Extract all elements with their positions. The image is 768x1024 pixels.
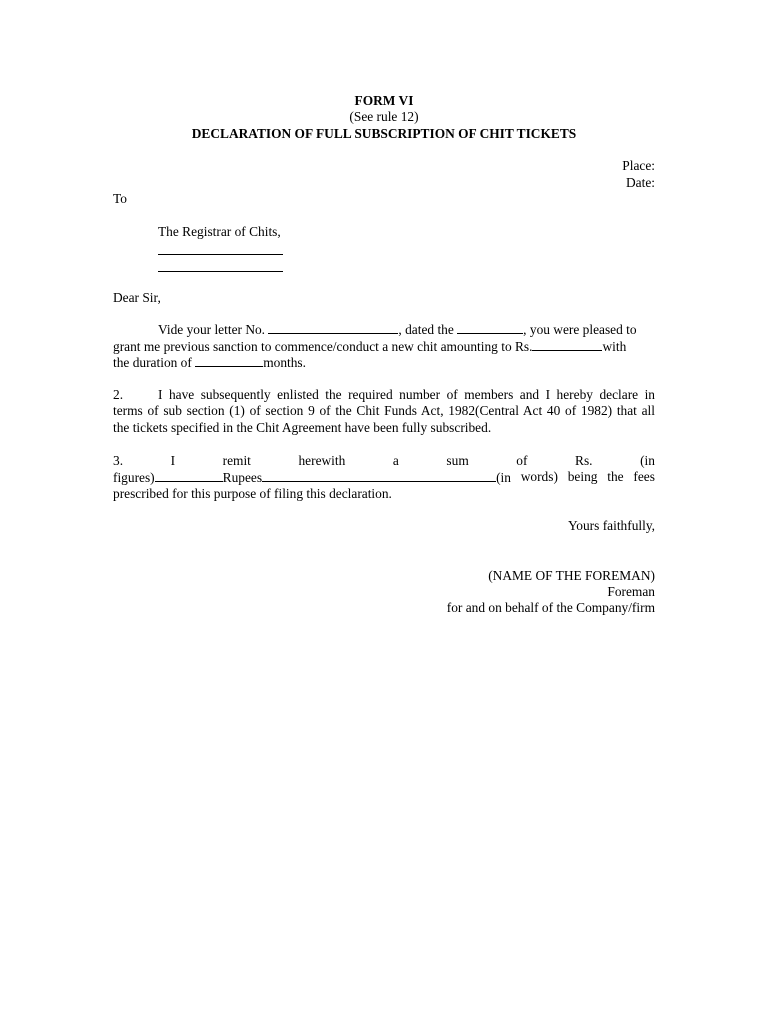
- date-label: Date:: [626, 175, 655, 190]
- rule-reference: (See rule 12): [349, 109, 419, 124]
- salutation: Dear Sir,: [113, 290, 161, 305]
- foreman-name-placeholder: (NAME OF THE FOREMAN): [488, 568, 655, 583]
- valediction: Yours faithfully,: [567, 518, 655, 533]
- amount-blank: [532, 338, 602, 351]
- para2-number: 2.: [113, 387, 124, 402]
- recipient-line: The Registrar of Chits,: [158, 224, 281, 239]
- words-amount-blank: [262, 469, 496, 482]
- letter-number-blank: [268, 321, 398, 334]
- para2-line2: terms of sub section (1) of section 9 of the Chit Funds Act, 1982(Central Act 40 of 1982) that all: [113, 403, 655, 418]
- para3-line2: figures) Rupees (in words) being the fees: [113, 469, 655, 485]
- address-blank-line-2: [158, 271, 283, 272]
- para3-line3: prescribed for this purpose of filing this declaration.: [113, 486, 392, 501]
- para1-line3: the duration of months.: [113, 355, 306, 370]
- letter-date-blank: [457, 321, 523, 334]
- place-label: Place:: [622, 158, 655, 173]
- para1-line1: Vide your letter No. , dated the , you were pleased to: [158, 322, 637, 337]
- declaration-subject: DECLARATION OF FULL SUBSCRIPTION OF CHIT TICKETS: [191, 126, 577, 141]
- form-title: FORM VI: [354, 93, 414, 108]
- para2-line3: the tickets specified in the Chit Agreement have been fully subscribed.: [113, 420, 492, 435]
- on-behalf-line: for and on behalf of the Company/firm: [446, 600, 655, 615]
- figures-amount-blank: [155, 469, 223, 482]
- address-blank-line-1: [158, 254, 283, 255]
- duration-blank: [195, 354, 263, 367]
- para2-line1: I have subsequently enlisted the required number of members and I hereby declare in: [158, 387, 655, 402]
- para1-line2: grant me previous sanction to commence/conduct a new chit amounting to Rs. with: [113, 339, 627, 354]
- para3-line1: 3. I remit herewith a sum of Rs. (in: [113, 453, 655, 468]
- foreman-designation: Foreman: [607, 584, 655, 599]
- to-label: To: [113, 191, 127, 206]
